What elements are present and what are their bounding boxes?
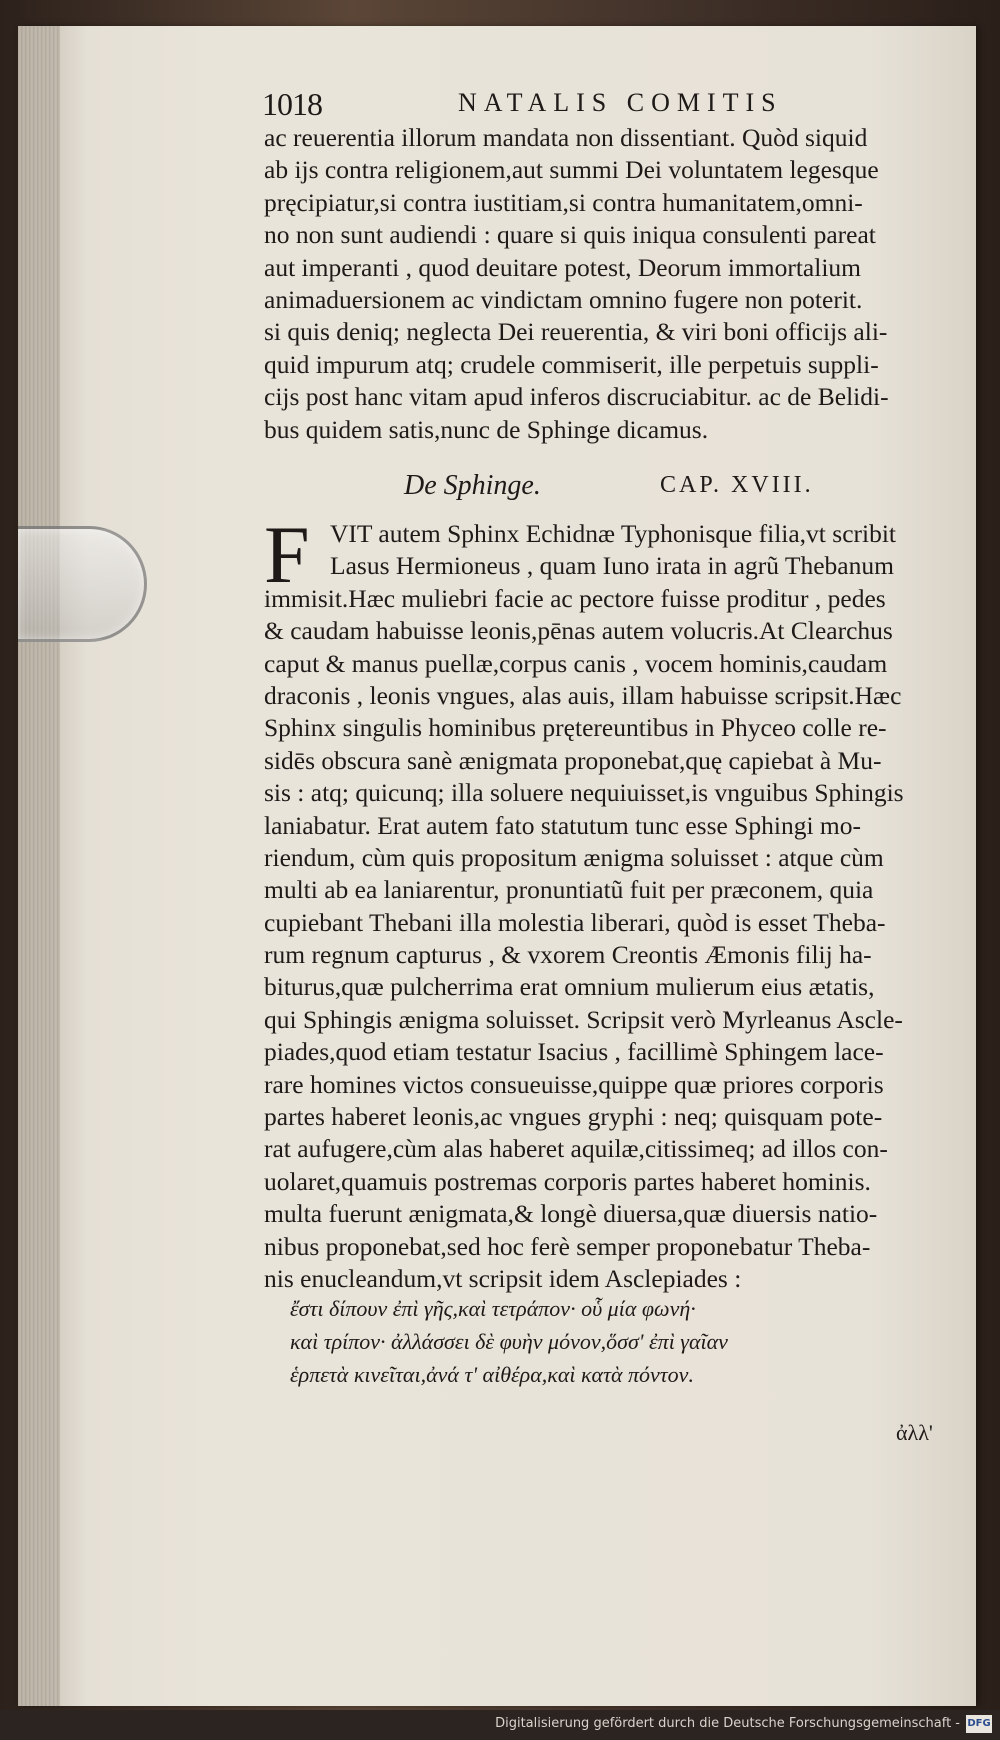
text-line: no non sunt audiendi : quare si quis iniqua consulenti pareat [264,220,876,250]
chapter-heading [264,470,950,510]
greek-verse [290,1292,950,1391]
text-line: piades,quod etiam testatur Isacius , facillimè Sphingem lace- [264,1037,884,1067]
text-line: multa fuerunt ænigmata,& longè diuersa,quæ diuersis natio- [264,1199,878,1229]
text-line: pręcipiatur,si contra iustitiam,si contra humanitatem,omni- [264,187,863,217]
main-text-block [264,509,950,1295]
text-line: Sphinx singulis hominibus prętereuntibus in Phyceo colle re- [264,713,887,743]
text-line: caput & manus puellæ,corpus canis , vocem hominis,caudam [264,648,888,678]
page-edge [18,26,60,1706]
page-header [262,86,962,126]
text-line: qui Sphingis ænigma soluisset. Scripsit verò Myrleanus Ascle- [264,1004,903,1034]
text-line: immisit.Hæc muliebri facie ac pectore fuisse proditur , pedes [264,583,886,613]
drop-initial: F [264,509,310,600]
text-line: laniabatur. Erat autem fato statutum tunc esse Sphingi mo- [264,810,861,840]
text-line: multi ab ea laniarentur, pronuntiatũ fuit per præconem, quia [264,875,874,905]
text-line: cupiebant Thebani illa molestia liberari, quòd is esset Theba- [264,907,886,937]
chapter-number: CAP. XVIII. [660,472,814,498]
text-line: rat aufugere,cùm alas haberet aquilæ,citissimeq; ad illos con- [264,1134,888,1164]
text-line: Lasus Hermioneus , quam Iuno irata in agrũ Thebanum [330,551,894,581]
text-line: sidēs obscura sanè ænigmata proponebat,quę capiebat à Mu- [264,745,882,775]
text-line: ab ijs contra religionem,aut summi Dei voluntatem legesque [264,155,879,185]
footer-bar [0,1710,1000,1740]
text-line: nibus proponebat,sed hoc ferè semper proponebatur Theba- [264,1231,871,1261]
text-line: VIT autem Sphinx Echidnæ Typhonisque filia,vt scribit [330,519,897,548]
text-line: rum regnum capturus , & vxorem Creontis Æmonis filij ha- [264,940,872,970]
verse-line: ἑρπετὰ κινεῖται,ἀνά τ' αἰθέρα,καὶ κατὰ πόντον. [290,1362,694,1387]
text-line: aut imperanti , quod deuitare potest, Deorum immortalium [264,252,861,282]
digitization-credit: Digitalisierung gefördert durch die Deutsche Forschungsgemeinschaft - [495,1716,960,1731]
running-head: NATALIS COMITIS [458,88,783,117]
text-line: si quis deniq; neglecta Dei reuerentia, & viri boni officijs ali- [264,317,888,347]
text-line: nis enucleandum,vt scripsit idem Asclepiades : [264,1263,742,1293]
text-line: biturus,quæ pulcherrima erat omnium mulierum eius ætatis, [264,972,875,1002]
dfg-logo: DFG [966,1715,992,1733]
verse-line: καὶ τρίπον· ἀλλάσσει δὲ φυὴν μόνον,ὅσσ' ἐπὶ γαῖαν [290,1329,728,1354]
catchword: ἀλλ' [896,1420,933,1445]
text-line: bus quidem satis,nunc de Sphinge dicamus. [264,414,709,444]
verse-line: ἔστι δίπουν ἐπὶ γῆς,καὶ τετράπον· οὗ μία φωνή· [290,1296,696,1321]
chapter-title: De Sphinge. [404,470,541,501]
text-line: cijs post hanc vitam apud inferos discruciabitur. ac de Belidi- [264,382,889,412]
text-line: animaduersionem ac vindictam omnino fugere non poterit. [264,284,863,314]
page-number: 1018 [262,86,322,122]
text-line: uolaret,quamuis postremas corporis partes haberet hominis. [264,1166,871,1196]
text-line: sis : atq; quicunq; illa soluere nequiuisset,is vnguibus Sphingis [264,778,904,808]
top-text-block [264,122,950,446]
text-line: draconis , leonis vngues, alas auis, illam habuisse scripsit.Hæc [264,680,902,710]
text-line: ac reuerentia illorum mandata non dissentiant. Quòd siquid [264,123,868,152]
page-clip [18,526,147,642]
text-line: rare homines victos consueuisse,quippe quæ priores corporis [264,1069,884,1099]
text-line: & caudam habuisse leonis,pēnas autem volucris.At Clearchus [264,616,893,646]
text-line: riendum, cùm quis propositum ænigma soluisset : atque cùm [264,842,884,872]
text-line: quid impurum atq; crudele commiserit, ille perpetuis suppli- [264,349,879,379]
text-line: partes haberet leonis,ac vngues gryphi : neq; quisquam pote- [264,1102,883,1132]
